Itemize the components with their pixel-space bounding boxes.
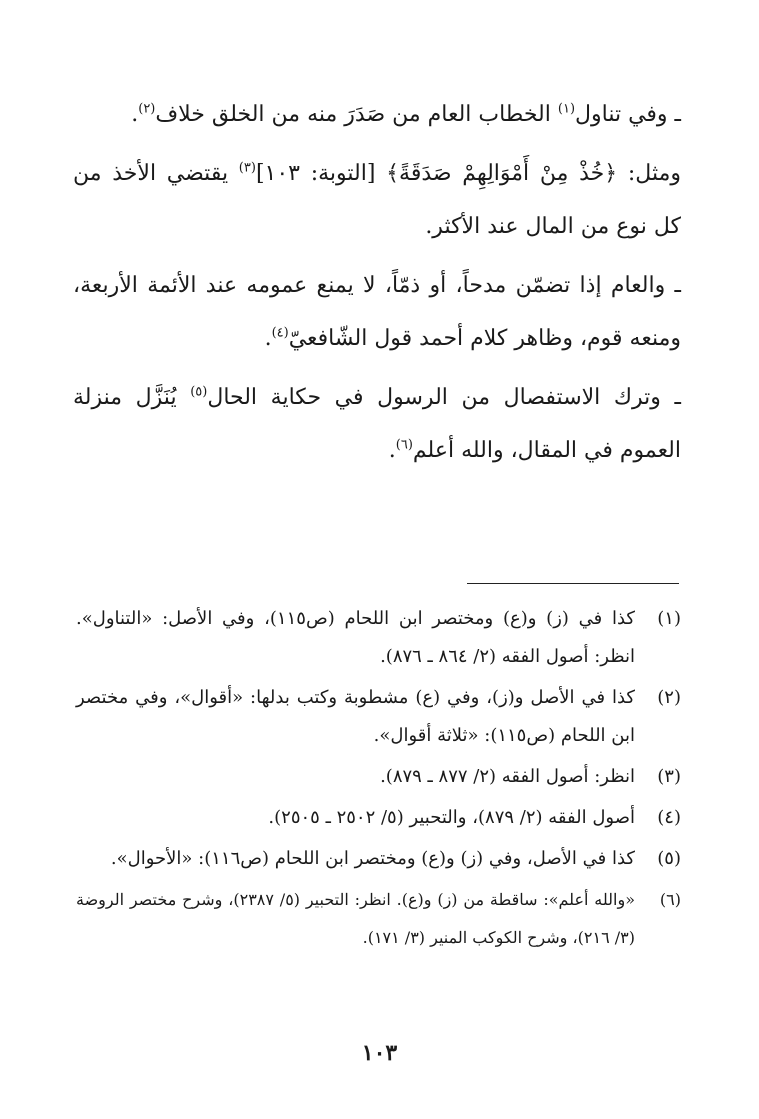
paragraph-text: ـ وفي تناول [575, 102, 681, 127]
footnote-number: (٤) [657, 807, 681, 828]
footnote-number: (٦) [659, 890, 681, 909]
paragraph-text: الخطاب العام من صَدَرَ منه من الخلق خلاف [155, 102, 558, 127]
paragraph [73, 259, 681, 365]
main-text [73, 88, 681, 479]
footnote-marker: (٦) [395, 437, 413, 453]
footnote-item [76, 600, 681, 676]
footnote-text: «والله أعلم»: ساقطة من (ز) و(ع). انظر: التحبير (٥/ ٢٣٨٧)، وشرح مختصر الروضة (٣/ ٢١٦)، وشرح الكوكب المنير (٣/ ١٧١). [76, 890, 635, 947]
page-number: ١٠٣ [361, 1040, 398, 1066]
paragraph-text: ـ وترك الاستفصال من الرسول في حكاية الحال [207, 385, 681, 410]
footnote-text: انظر: أصول الفقه (٢/ ٨٧٧ ـ ٨٧٩). [380, 766, 635, 787]
footnote-item [76, 799, 681, 837]
footnote-number: (٢) [657, 687, 681, 708]
footnote-marker: (١) [557, 101, 576, 117]
paragraph [73, 371, 681, 477]
footnotes [76, 600, 681, 960]
footnote-number: (٥) [657, 848, 681, 869]
paragraph-text: ـ والعام إذا تضمّن مدحاً، أو ذمّاً، لا يمنع عمومه عند الأئمة الأربعة، ومنعه قوم، وظاهر كلام أحمد قول الشّافعيّ [73, 273, 681, 351]
paragraph-text: . [264, 326, 272, 351]
paragraph [73, 147, 681, 253]
footnote-text: كذا في الأصل و(ز)، وفي (ع) مشطوبة وكتب بدلها: «أقوال»، وفي مختصر ابن اللحام (ص١١٥): «ثلاثة أقوال». [76, 687, 635, 746]
footnote-text: أصول الفقه (٢/ ٨٧٩)، والتحبير (٥/ ٢٥٠٢ ـ ٢٥٠٥). [268, 807, 635, 828]
paragraph-text: يُنَزَّل منزلة العموم في المقال، والله أعلم [73, 385, 681, 463]
footnote-marker: (٥) [190, 384, 208, 400]
paragraph [73, 88, 681, 141]
footnote-item [76, 881, 681, 957]
paragraph-text: يقتضي الأخذ من كل نوع من المال عند الأكثر. [73, 161, 681, 239]
footnote-marker: (٣) [238, 160, 256, 176]
paragraph-text: ومثل: ﴿خُذْ مِنْ أَمْوَالِهِمْ صَدَقَةً﴾ [التوبة: ١٠٣] [255, 161, 681, 186]
footnote-number: (١) [657, 608, 681, 629]
footnote-number: (٣) [657, 766, 681, 787]
footnote-item [76, 758, 681, 796]
footnote-item [76, 840, 681, 878]
paragraph-text: . [388, 438, 396, 463]
footnote-separator [467, 583, 679, 584]
paragraph-text: . [131, 102, 139, 127]
footnote-text: كذا في الأصل، وفي (ز) و(ع) ومختصر ابن اللحام (ص١١٦): «الأحوال». [110, 848, 635, 869]
footnote-item [76, 679, 681, 755]
footnote-text: كذا في (ز) و(ع) ومختصر ابن اللحام (ص١١٥)، وفي الأصل: «التناول». انظر: أصول الفقه (٢/ ٨٦٤ ـ ٨٧٦). [76, 608, 635, 667]
footnote-marker: (٤) [271, 325, 289, 341]
footnote-marker: (٢) [138, 101, 156, 117]
